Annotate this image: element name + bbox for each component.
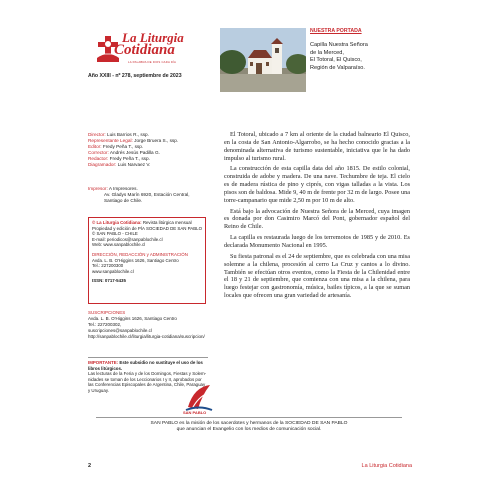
important-line: y Uruguay.	[88, 387, 109, 393]
footer-line: que anuncian el Evangelio con los medios de comunicación social.	[176, 427, 322, 433]
credit-label: Redactor:	[88, 156, 109, 161]
box-line: E-mail: periodicos@sanpablochile.cl	[92, 236, 163, 242]
box-direccion-title: DIRECCIÓN, REDACCIÓN y ADMINISTRACIÓN	[92, 251, 188, 257]
san-pablo-logo-icon	[184, 381, 214, 413]
cover-caption-line: Región de Valparaíso.	[310, 64, 365, 71]
credit-value: Luis Barrios R., ssp.	[107, 132, 149, 137]
important-label: IMPORTANTE:	[88, 360, 119, 365]
magazine-page	[88, 28, 412, 478]
logo-tagline: LA PALABRA DE DIOS CADA DÍA	[128, 60, 177, 64]
printer-line: A Impresores.	[108, 186, 138, 191]
logo-title-line2: Cotidiana	[114, 42, 175, 58]
important-line: las Conferencias Episcopales de Argentina, Chile, Paraguay	[88, 382, 206, 388]
credit-label: Diagramador:	[88, 162, 117, 167]
credit-value: Luis Narvaez V.	[117, 162, 151, 167]
subscriptions	[88, 310, 210, 340]
article-paragraph: Su fiesta patronal es el 24 de septiembre, que es celebrada con una misa solemne a la chilena, procesión al cerro La Cruz y cantos a lo divino. También se efectúan otros eventos, como la Fiesta de la Chilenidad entre el 18 y 21 de septiembre, que comienza con una misa a la chilena, para luego festejar con gastronomía, música, bailes típicos, a la que se suman locales que ofrecen una gran variedad de artesanía.	[224, 252, 410, 300]
box-line: © SAN PABLO - CHILE	[92, 231, 138, 237]
important-line: Las lecturas de la Feria y de los Domingos, Fiestas y Solem-	[88, 371, 207, 377]
article-body	[224, 131, 410, 303]
credit-value: Fredy Peña T., ssp.	[109, 156, 150, 161]
box-line: Tel.: 227200300	[92, 263, 124, 269]
footer-magazine-name: La Liturgia Cotidiana	[361, 463, 412, 469]
credit-label: Representante Legal:	[88, 138, 133, 143]
printer-line: Santiago de Chile.	[104, 198, 143, 203]
subscriptions-title: SUSCRIPCIONES	[88, 310, 126, 315]
credit-value: Andrés Jesús Padilla G.	[109, 150, 160, 155]
article-paragraph: La capilla es restaurada luego de los terremotos de 1985 y de 2010. Es declarada Monumento Nacional en 1995.	[224, 234, 410, 249]
footer-line: SAN PABLO es la misión de los sacerdotes y hermanos de la SOCIEDAD DE SAN PABLO	[150, 421, 348, 426]
page-number: 2	[88, 463, 92, 469]
printer-line: Av. Gladys Marín 6920, Estación Central,	[104, 192, 190, 197]
subscriptions-line: Avda. L. B. O'Higgins 1626, Santiago Centro	[88, 316, 177, 321]
box-title: © La Liturgia Cotidiana:	[92, 220, 142, 225]
box-title-rest: Revista litúrgica mensual	[141, 220, 192, 225]
important-title-rest: Este subsidio no sustituye el uso de los	[118, 360, 203, 365]
credit-row	[88, 162, 210, 168]
footer-divider	[96, 417, 402, 418]
box-line: Web: www.sanpablochile.cl	[92, 242, 146, 248]
footer-mission	[96, 421, 402, 433]
magazine-logo	[88, 28, 184, 70]
credit-label: Editor:	[88, 144, 102, 149]
publisher-box	[88, 217, 206, 304]
subscriptions-line: http://sanpablochile.cl/liturgia/liturgia-cotidiana/suscripcion/	[88, 334, 205, 339]
printer-label: Impresor:	[88, 186, 108, 191]
printer-info	[88, 186, 210, 204]
important-title-line2: libros litúrgicos.	[88, 365, 123, 371]
cover-caption-line: Capilla Nuestra Señora	[310, 42, 368, 48]
cover-caption-line: de la Merced,	[310, 49, 344, 56]
logo-title-line1: La Liturgia	[122, 30, 184, 45]
credit-value: Jorge Bruera S., ssp.	[134, 138, 179, 143]
subscriptions-line: suscripciones@sanpablochile.cl	[88, 328, 152, 333]
issn: ISSN: 0717-5435	[92, 278, 126, 284]
subscriptions-line: Tel.: 227200302,	[88, 322, 122, 327]
credit-value: Fredy Peña T., ssp.	[102, 144, 144, 149]
cover-caption	[310, 42, 410, 72]
article-paragraph: Está bajo la advocación de Nuestra Señora de la Merced, cuya imagen es donada por don Casimiro Marcó del Pont, gobernador español del Reino de Chile.	[224, 207, 410, 231]
cover-photo	[220, 28, 306, 92]
box-line: Propiedad y edición de PÍA SOCIEDAD DE SAN PABLO	[92, 225, 202, 231]
staff-credits	[88, 132, 210, 168]
box-line: www.sanpablochile.cl	[92, 268, 134, 274]
san-pablo-label: SAN PABLO	[183, 410, 207, 415]
cover-section-label: NUESTRA PORTADA	[310, 28, 362, 34]
cover-caption-line: El Totoral, El Quisco,	[310, 57, 362, 64]
issue-info: Año XXIII - nº 278, septiembre de 2023	[88, 73, 182, 79]
credit-label: Corrector:	[88, 150, 109, 155]
box-line: Avda. L. B. O'Higgins 1626, Santiago Centro	[92, 257, 179, 263]
article-paragraph: La construcción de esta capilla data del año 1815. De estilo colonial, construida de adobe y madera. De una nave. Techumbre de teja. El cielo es de madera rústica de pino y ciprés, con vigas talladas a la vista. Los pisos son de baldosa. Mide 9, 40 m de frente por 32 m de largo. Posee una torre-campanario que mide 2,50 m por 10 m de alto.	[224, 165, 410, 204]
important-line: nidades se toman de los Leccionarios I y II, aprobados por	[88, 376, 202, 382]
credit-label: Director:	[88, 132, 106, 137]
article-paragraph: El Totoral, ubicado a 7 km al oriente de la ciudad balneario El Quisco, en la costa de San Antonio-Algarrobo, se ha hecho conocido gracias a la denominada alternativa de turismo sustentable, iniciativa que le ha dado impulso al turismo rural.	[224, 131, 410, 162]
